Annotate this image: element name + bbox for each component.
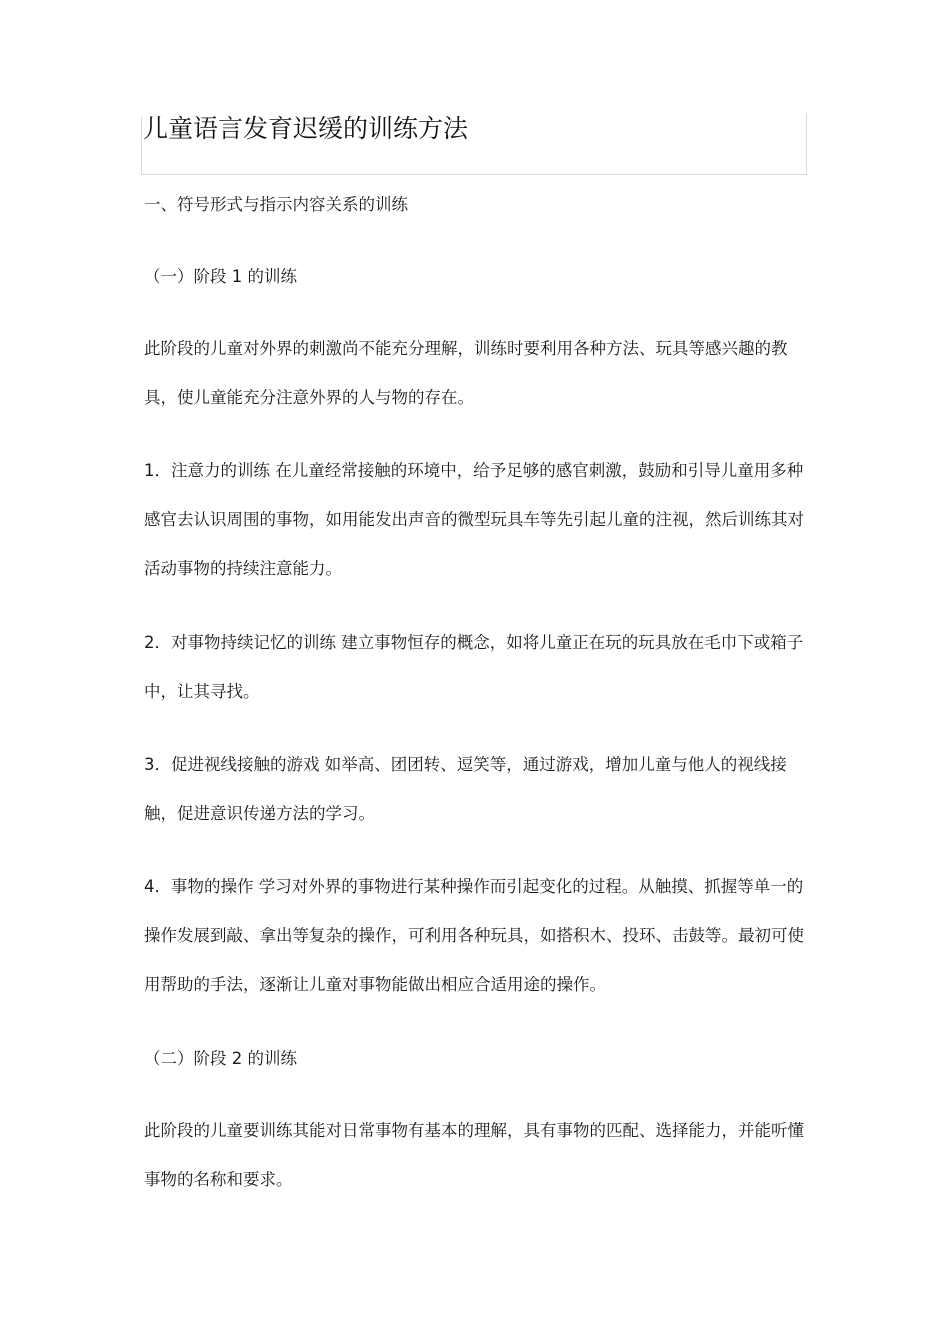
document-title: 儿童语言发育迟缓的训练方法 [143, 114, 469, 143]
stage-1-intro-paragraph: 此阶段的儿童对外界的刺激尚不能充分理解，训练时要利用各种方法、玩具等感兴趣的教具，使儿童能充分注意外界的人与物的存在。 [144, 339, 788, 407]
section-heading-1: 一、符号形式与指示内容关系的训练 [144, 195, 408, 214]
stage-2-intro-paragraph: 此阶段的儿童要训练其能对日常事物有基本的理解，具有事物的匹配、选择能力，并能听懂事物的名称和要求。 [144, 1121, 804, 1189]
training-item-1: 1．注意力的训练 在儿童经常接触的环境中，给予足够的感官刺激，鼓励和引导儿童用多种感官去认识周围的事物，如用能发出声音的微型玩具车等先引起儿童的注视，然后训练其对活动事物的持续注意能力。 [144, 461, 804, 578]
training-item-3: 3．促进视线接触的游戏 如举高、团团转、逗笑等，通过游戏，增加儿童与他人的视线接触，促进意识传递方法的学习。 [144, 755, 787, 823]
training-item-2: 2．对事物持续记忆的训练 建立事物恒存的概念，如将儿童正在玩的玩具放在毛巾下或箱子中，让其寻找。 [144, 633, 804, 701]
stage-2-heading: （二）阶段 2 的训练 [144, 1049, 297, 1068]
training-item-4: 4．事物的操作 学习对外界的事物进行某种操作而引起变化的过程。从触摸、抓握等单一的操作发展到敲、拿出等复杂的操作，可利用各种玩具，如搭积木、投环、击鼓等。最初可使用帮助的手法，逐渐让儿童对事物能做出相应合适用途的操作。 [144, 877, 804, 994]
stage-1-heading: （一）阶段 1 的训练 [144, 267, 297, 286]
